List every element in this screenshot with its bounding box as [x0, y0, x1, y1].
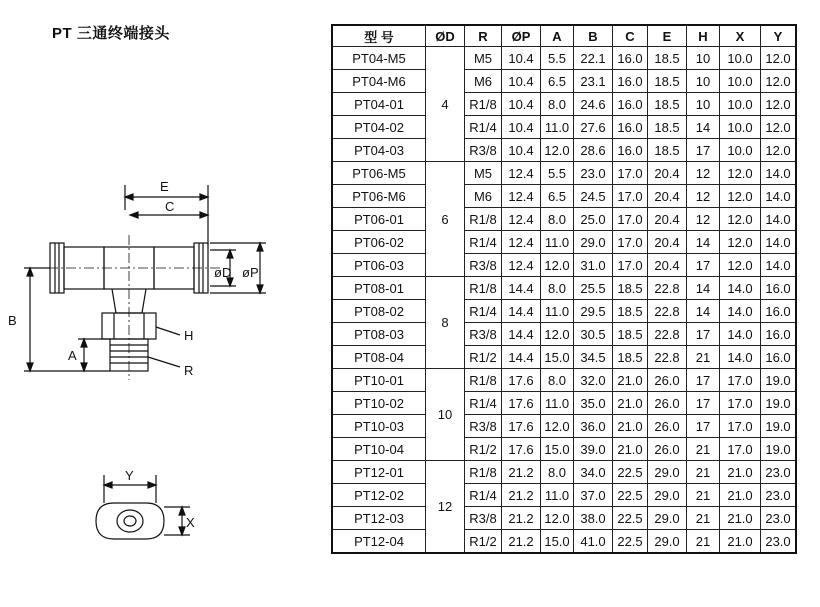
cell-e: 22.8: [648, 346, 687, 369]
cell-p: 14.4: [502, 346, 541, 369]
cell-c: 22.5: [613, 507, 648, 530]
cell-h: 14: [687, 277, 720, 300]
cell-h: 10: [687, 47, 720, 70]
cell-r: R1/8: [465, 93, 502, 116]
cell-h: 17: [687, 369, 720, 392]
cell-y: 12.0: [761, 70, 797, 93]
cell-x: 17.0: [720, 438, 761, 461]
cell-c: 17.0: [613, 162, 648, 185]
cell-b: 23.0: [574, 162, 613, 185]
cell-y: 16.0: [761, 346, 797, 369]
header-r: R: [465, 25, 502, 47]
cell-model: PT12-03: [332, 507, 426, 530]
cell-y: 12.0: [761, 47, 797, 70]
cell-c: 21.0: [613, 438, 648, 461]
cell-h: 17: [687, 139, 720, 162]
cell-p: 12.4: [502, 208, 541, 231]
cell-h: 14: [687, 300, 720, 323]
cell-b: 28.6: [574, 139, 613, 162]
cell-a: 5.5: [541, 162, 574, 185]
cell-model: PT06-03: [332, 254, 426, 277]
cell-p: 21.2: [502, 461, 541, 484]
cell-b: 29.5: [574, 300, 613, 323]
cell-h: 14: [687, 231, 720, 254]
cell-r: M6: [465, 185, 502, 208]
cell-model: PT10-01: [332, 369, 426, 392]
table-row: [332, 70, 796, 93]
cell-c: 16.0: [613, 47, 648, 70]
cell-x: 12.0: [720, 208, 761, 231]
cell-e: 22.8: [648, 300, 687, 323]
cell-model: PT12-01: [332, 461, 426, 484]
cell-c: 17.0: [613, 254, 648, 277]
cell-p: 10.4: [502, 47, 541, 70]
cell-r: R1/4: [465, 116, 502, 139]
cell-h: 12: [687, 208, 720, 231]
table-header-row: [332, 25, 796, 47]
cell-b: 25.0: [574, 208, 613, 231]
cell-r: R3/8: [465, 254, 502, 277]
cell-a: 6.5: [541, 185, 574, 208]
cell-r: R3/8: [465, 323, 502, 346]
cell-c: 22.5: [613, 530, 648, 554]
cell-h: 21: [687, 530, 720, 554]
cell-e: 18.5: [648, 93, 687, 116]
cell-a: 5.5: [541, 47, 574, 70]
cell-d: 4: [426, 47, 465, 162]
cell-model: PT08-01: [332, 277, 426, 300]
header-model: 型 号: [332, 25, 426, 47]
cell-y: 19.0: [761, 369, 797, 392]
cell-h: 21: [687, 461, 720, 484]
cell-b: 39.0: [574, 438, 613, 461]
cell-y: 12.0: [761, 93, 797, 116]
cell-model: PT10-04: [332, 438, 426, 461]
cell-e: 18.5: [648, 47, 687, 70]
cell-y: 14.0: [761, 254, 797, 277]
cell-c: 21.0: [613, 415, 648, 438]
cell-y: 14.0: [761, 162, 797, 185]
cell-model: PT04-M5: [332, 47, 426, 70]
cell-p: 17.6: [502, 415, 541, 438]
cell-c: 17.0: [613, 208, 648, 231]
table-row: [332, 461, 796, 484]
cell-e: 18.5: [648, 70, 687, 93]
header-e: E: [648, 25, 687, 47]
cell-d: 8: [426, 277, 465, 369]
cell-model: PT04-M6: [332, 70, 426, 93]
cell-a: 12.0: [541, 323, 574, 346]
table-row: [332, 208, 796, 231]
cell-r: R1/4: [465, 231, 502, 254]
table-row: [332, 300, 796, 323]
cell-d: 12: [426, 461, 465, 554]
cell-y: 14.0: [761, 185, 797, 208]
cell-e: 22.8: [648, 323, 687, 346]
cell-b: 41.0: [574, 530, 613, 554]
cell-e: 26.0: [648, 392, 687, 415]
cell-p: 21.2: [502, 530, 541, 554]
specification-table-body: [332, 47, 796, 554]
cell-c: 18.5: [613, 323, 648, 346]
cell-model: PT06-M5: [332, 162, 426, 185]
cell-r: R1/8: [465, 277, 502, 300]
dimension-label-h: H: [184, 328, 194, 343]
cell-y: 14.0: [761, 208, 797, 231]
cell-h: 21: [687, 507, 720, 530]
header-h: H: [687, 25, 720, 47]
cell-e: 29.0: [648, 507, 687, 530]
header-p: ØP: [502, 25, 541, 47]
cell-b: 37.0: [574, 484, 613, 507]
cell-model: PT08-04: [332, 346, 426, 369]
cell-y: 19.0: [761, 438, 797, 461]
cell-e: 20.4: [648, 185, 687, 208]
table-row: [332, 231, 796, 254]
cell-y: 12.0: [761, 139, 797, 162]
cell-h: 21: [687, 346, 720, 369]
table-row: [332, 116, 796, 139]
table-row: [332, 438, 796, 461]
cell-x: 14.0: [720, 346, 761, 369]
cell-y: 23.0: [761, 461, 797, 484]
cell-r: R1/4: [465, 300, 502, 323]
cell-h: 10: [687, 70, 720, 93]
cell-c: 17.0: [613, 231, 648, 254]
cell-x: 14.0: [720, 323, 761, 346]
cell-p: 21.2: [502, 507, 541, 530]
header-x: X: [720, 25, 761, 47]
dimension-label-d: øD: [214, 265, 232, 280]
cell-c: 18.5: [613, 346, 648, 369]
cell-p: 12.4: [502, 185, 541, 208]
cell-a: 8.0: [541, 277, 574, 300]
cell-c: 18.5: [613, 277, 648, 300]
cell-e: 26.0: [648, 415, 687, 438]
dimension-label-y: Y: [125, 468, 134, 483]
cell-model: PT12-04: [332, 530, 426, 554]
tee-fitting-front-drawing: [0, 175, 300, 405]
cell-model: PT04-02: [332, 116, 426, 139]
cell-r: M5: [465, 47, 502, 70]
cell-p: 17.6: [502, 438, 541, 461]
cell-c: 18.5: [613, 300, 648, 323]
cell-c: 22.5: [613, 461, 648, 484]
cell-model: PT12-02: [332, 484, 426, 507]
cell-a: 11.0: [541, 484, 574, 507]
cell-p: 10.4: [502, 116, 541, 139]
cell-model: PT10-02: [332, 392, 426, 415]
cell-r: R1/4: [465, 484, 502, 507]
cell-model: PT08-03: [332, 323, 426, 346]
cell-h: 21: [687, 438, 720, 461]
cell-y: 16.0: [761, 323, 797, 346]
cell-p: 21.2: [502, 484, 541, 507]
cell-b: 31.0: [574, 254, 613, 277]
cell-y: 23.0: [761, 530, 797, 554]
table-row: [332, 392, 796, 415]
cell-c: 21.0: [613, 392, 648, 415]
specification-table: [331, 24, 797, 554]
cell-p: 12.4: [502, 231, 541, 254]
table-row: [332, 277, 796, 300]
cell-x: 12.0: [720, 162, 761, 185]
cell-b: 27.6: [574, 116, 613, 139]
cell-e: 20.4: [648, 208, 687, 231]
table-row: [332, 507, 796, 530]
cell-p: 12.4: [502, 162, 541, 185]
cell-model: PT08-02: [332, 300, 426, 323]
cell-h: 12: [687, 162, 720, 185]
cell-b: 29.0: [574, 231, 613, 254]
cell-r: R1/2: [465, 346, 502, 369]
cell-x: 10.0: [720, 47, 761, 70]
cell-p: 14.4: [502, 323, 541, 346]
cell-a: 8.0: [541, 461, 574, 484]
cell-a: 6.5: [541, 70, 574, 93]
dimension-label-c: C: [165, 199, 175, 214]
cell-b: 36.0: [574, 415, 613, 438]
table-row: [332, 530, 796, 554]
cell-b: 24.5: [574, 185, 613, 208]
cell-a: 8.0: [541, 369, 574, 392]
cell-y: 14.0: [761, 231, 797, 254]
header-d: ØD: [426, 25, 465, 47]
table-row: [332, 323, 796, 346]
cell-e: 22.8: [648, 277, 687, 300]
cell-model: PT04-03: [332, 139, 426, 162]
cell-x: 21.0: [720, 484, 761, 507]
cell-x: 14.0: [720, 277, 761, 300]
dimension-label-x: X: [186, 515, 195, 530]
cell-h: 12: [687, 185, 720, 208]
cell-p: 14.4: [502, 300, 541, 323]
cell-b: 34.0: [574, 461, 613, 484]
cell-x: 10.0: [720, 116, 761, 139]
cell-y: 19.0: [761, 415, 797, 438]
table-row: [332, 139, 796, 162]
cell-r: M6: [465, 70, 502, 93]
cell-x: 17.0: [720, 369, 761, 392]
cell-e: 29.0: [648, 484, 687, 507]
cell-h: 21: [687, 484, 720, 507]
cell-x: 21.0: [720, 530, 761, 554]
cell-c: 16.0: [613, 139, 648, 162]
cell-x: 10.0: [720, 93, 761, 116]
cell-b: 34.5: [574, 346, 613, 369]
cell-x: 21.0: [720, 507, 761, 530]
cell-e: 29.0: [648, 461, 687, 484]
cell-r: R1/4: [465, 392, 502, 415]
dimension-label-a: A: [68, 348, 77, 363]
cell-r: R3/8: [465, 139, 502, 162]
cell-r: R1/8: [465, 208, 502, 231]
cell-x: 17.0: [720, 415, 761, 438]
header-y: Y: [761, 25, 797, 47]
cell-r: R1/2: [465, 438, 502, 461]
cell-h: 17: [687, 323, 720, 346]
cell-p: 17.6: [502, 392, 541, 415]
cell-b: 25.5: [574, 277, 613, 300]
cell-c: 16.0: [613, 116, 648, 139]
cell-p: 10.4: [502, 70, 541, 93]
header-b: B: [574, 25, 613, 47]
table-row: [332, 254, 796, 277]
cell-y: 23.0: [761, 484, 797, 507]
cell-a: 8.0: [541, 93, 574, 116]
dimension-label-p: øP: [242, 265, 259, 280]
cell-b: 30.5: [574, 323, 613, 346]
cell-h: 17: [687, 392, 720, 415]
cell-c: 16.0: [613, 93, 648, 116]
cell-p: 14.4: [502, 277, 541, 300]
cell-a: 8.0: [541, 208, 574, 231]
cell-e: 18.5: [648, 116, 687, 139]
cell-r: R3/8: [465, 415, 502, 438]
cell-a: 15.0: [541, 530, 574, 554]
page-title: PT 三通终端接头: [52, 25, 170, 42]
table-row: [332, 484, 796, 507]
cell-r: R3/8: [465, 507, 502, 530]
header-c: C: [613, 25, 648, 47]
cell-x: 12.0: [720, 254, 761, 277]
cell-x: 12.0: [720, 231, 761, 254]
cell-model: PT06-M6: [332, 185, 426, 208]
cell-p: 10.4: [502, 93, 541, 116]
cell-y: 16.0: [761, 300, 797, 323]
cell-model: PT04-01: [332, 93, 426, 116]
cell-y: 19.0: [761, 392, 797, 415]
cell-r: R1/8: [465, 461, 502, 484]
tee-fitting-bottom-drawing: [90, 455, 200, 565]
cell-model: PT06-02: [332, 231, 426, 254]
cell-a: 12.0: [541, 507, 574, 530]
cell-b: 22.1: [574, 47, 613, 70]
cell-a: 11.0: [541, 300, 574, 323]
cell-h: 10: [687, 93, 720, 116]
table-row: [332, 47, 796, 70]
table-row: [332, 185, 796, 208]
cell-e: 26.0: [648, 438, 687, 461]
cell-e: 29.0: [648, 530, 687, 554]
cell-e: 20.4: [648, 254, 687, 277]
cell-e: 20.4: [648, 162, 687, 185]
cell-model: PT10-03: [332, 415, 426, 438]
cell-c: 22.5: [613, 484, 648, 507]
table-row: [332, 369, 796, 392]
cell-b: 23.1: [574, 70, 613, 93]
cell-p: 17.6: [502, 369, 541, 392]
cell-a: 15.0: [541, 438, 574, 461]
cell-a: 12.0: [541, 254, 574, 277]
cell-r: R1/8: [465, 369, 502, 392]
header-a: A: [541, 25, 574, 47]
cell-c: 21.0: [613, 369, 648, 392]
cell-h: 17: [687, 415, 720, 438]
cell-a: 11.0: [541, 116, 574, 139]
cell-a: 11.0: [541, 392, 574, 415]
cell-e: 20.4: [648, 231, 687, 254]
cell-b: 24.6: [574, 93, 613, 116]
cell-p: 10.4: [502, 139, 541, 162]
cell-r: R1/2: [465, 530, 502, 554]
cell-a: 15.0: [541, 346, 574, 369]
dimension-label-r: R: [184, 363, 194, 378]
cell-y: 16.0: [761, 277, 797, 300]
cell-h: 17: [687, 254, 720, 277]
cell-h: 14: [687, 116, 720, 139]
table-row: [332, 415, 796, 438]
cell-e: 18.5: [648, 139, 687, 162]
dimension-label-e: E: [160, 179, 169, 194]
table-row: [332, 346, 796, 369]
cell-y: 23.0: [761, 507, 797, 530]
cell-e: 26.0: [648, 369, 687, 392]
cell-x: 12.0: [720, 185, 761, 208]
cell-d: 6: [426, 162, 465, 277]
cell-a: 11.0: [541, 231, 574, 254]
cell-r: M5: [465, 162, 502, 185]
cell-a: 12.0: [541, 139, 574, 162]
cell-d: 10: [426, 369, 465, 461]
cell-c: 17.0: [613, 185, 648, 208]
cell-a: 12.0: [541, 415, 574, 438]
cell-c: 16.0: [613, 70, 648, 93]
cell-p: 12.4: [502, 254, 541, 277]
cell-y: 12.0: [761, 116, 797, 139]
table-row: [332, 93, 796, 116]
cell-b: 38.0: [574, 507, 613, 530]
cell-x: 10.0: [720, 70, 761, 93]
cell-b: 35.0: [574, 392, 613, 415]
cell-x: 21.0: [720, 461, 761, 484]
dimension-label-b: B: [8, 313, 17, 328]
cell-x: 17.0: [720, 392, 761, 415]
table-row: [332, 162, 796, 185]
cell-model: PT06-01: [332, 208, 426, 231]
cell-x: 14.0: [720, 300, 761, 323]
cell-b: 32.0: [574, 369, 613, 392]
cell-x: 10.0: [720, 139, 761, 162]
